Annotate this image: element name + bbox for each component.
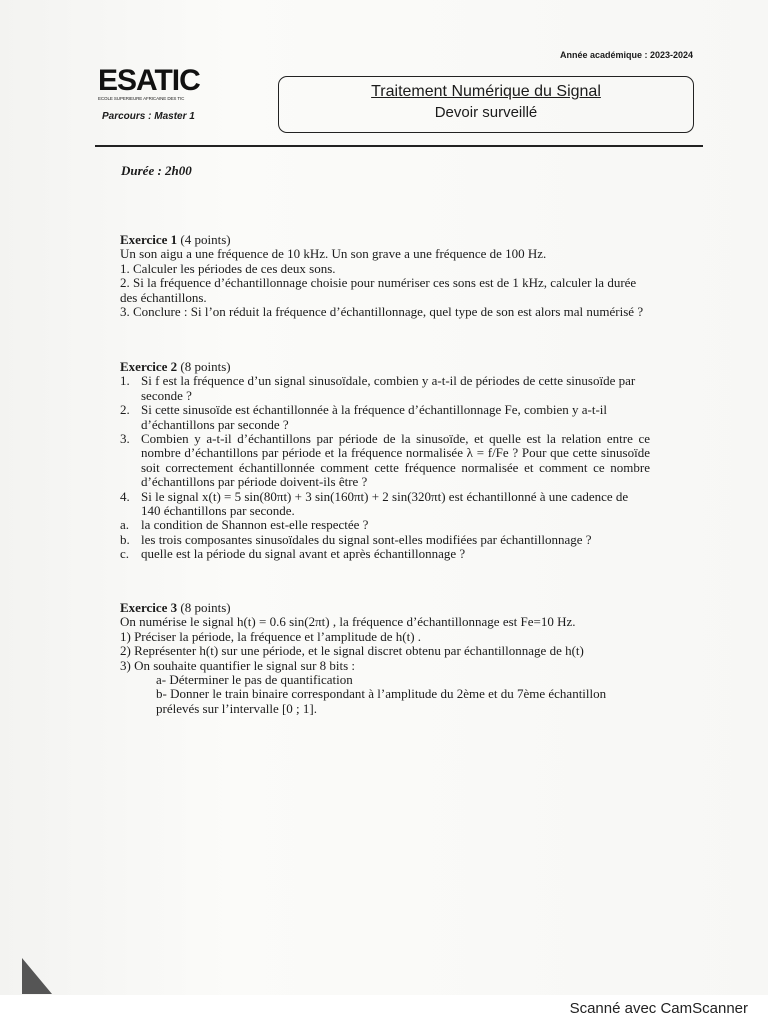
logo-text: ESATIC: [98, 64, 200, 97]
exercise-3-subitem: b- Donner le train binaire correspondant à l’amplitude du 2ème et du 7ème échantillon prélevés sur l’intervalle [0 ; 1].: [156, 686, 607, 716]
exercise-1-item: 3. Conclure : Si l’on réduit la fréquence d’échantillonnage, quel type de son est alors mal numérisé ?: [120, 304, 644, 320]
exercise-2-subitem: c. quelle est la période du signal avant et après échantillonnage ?: [120, 546, 466, 562]
academic-year: Année académique : 2023-2024: [560, 50, 694, 60]
header-divider: [95, 145, 703, 147]
exercise-3-item: 1) Préciser la période, la fréquence et l’amplitude de h(t) .: [120, 628, 422, 644]
exercise-3-intro: On numérise le signal h(t) = 0.6 sin(2πt) , la fréquence d’échantillonnage est Fe=10 Hz.: [120, 614, 576, 630]
exercise-3-subitem: a- Déterminer le pas de quantification: [156, 672, 353, 688]
title-box: [278, 76, 694, 133]
exercise-2-heading: Exercice 2 (8 points): [120, 359, 231, 374]
exercise-1-item: 2. Si la fréquence d’échantillonnage choisie pour numériser ces sons est de 1 kHz, calculer la durée des échantillons.: [120, 275, 637, 305]
exercise-3-item: 2) Représenter h(t) sur une période, et le signal discret obtenu par échantillonnage de h(t): [120, 643, 584, 659]
exercise-3-heading: Exercice 3 (8 points): [120, 600, 231, 615]
exercise-3: [120, 601, 650, 716]
exercise-1-item: 1. Calculer les périodes de ces deux sons.: [120, 260, 336, 276]
exercise-2-item: 1. Si f est la fréquence d’un signal sinusoïdale, combien y a-t-il de périodes de cette sinusoïde par seconde ?: [120, 373, 636, 403]
exercise-1: [120, 233, 650, 319]
duration: Durée : 2h00: [121, 163, 192, 178]
logo-subtitle: ECOLE SUPERIEURE AFRICAINE DES TIC: [98, 96, 185, 101]
course-title: Traitement Numérique du Signal: [371, 83, 601, 100]
exam-type: Devoir surveillé: [434, 104, 538, 121]
exercise-2-item: 3. Combien y a-t-il d’échantillons par période de la sinusoïde, et quelle est la relation entre ce nombre d’échantillons par période et la fréquence normalisée λ = f/Fe ? Pour que cette sinusoïde soit correctement échantillonnée comment cette fréquence normalisée et comment ce nombre d’échantillons par période doivent-ils être ?: [120, 431, 650, 490]
exercise-2-subitem: a. la condition de Shannon est-elle respectée ?: [120, 517, 369, 533]
exercise-2: [120, 360, 650, 562]
exercise-2-item: 2. Si cette sinusoïde est échantillonnée à la fréquence d’échantillonnage Fe, combien y a-t-il d’échantillons par seconde ?: [120, 402, 608, 432]
exercise-2-subitem: b. les trois composantes sinusoïdales du signal sont-elles modifiées par échantillonnage ?: [120, 531, 592, 547]
exercise-2-item: 4. Si le signal x(t) = 5 sin(80πt) + 3 sin(160πt) + 2 sin(320πt) est échantillonné à une cadence de 140 échantillons par seconde.: [120, 488, 629, 519]
school-logo: [98, 66, 198, 106]
camscanner-label: Scanné avec CamScanner: [569, 1000, 748, 1017]
exercise-3-item: 3) On souhaite quantifier le signal sur 8 bits :: [120, 657, 356, 673]
page-corner-shadow: [22, 958, 52, 994]
parcours-label: Parcours : Master 1: [102, 111, 195, 122]
exercise-1-heading: Exercice 1 (4 points): [120, 232, 231, 247]
exercise-1-intro: Un son aigu a une fréquence de 10 kHz. Un son grave a une fréquence de 100 Hz.: [120, 246, 547, 262]
